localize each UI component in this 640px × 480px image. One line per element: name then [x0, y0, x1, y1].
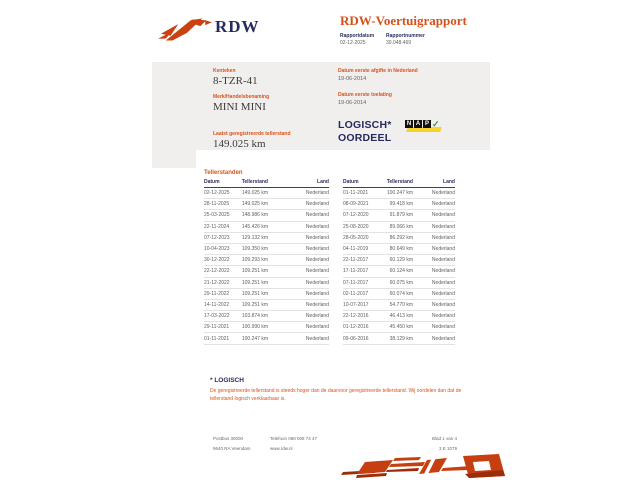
row-date: 22-11-2024 — [204, 223, 230, 230]
table-row — [204, 244, 329, 255]
row-date: 07-11-2017 — [343, 279, 369, 286]
table-row — [204, 322, 329, 333]
row-odometer: 38.129 km — [389, 335, 413, 342]
col-header-datum: Datum — [204, 179, 220, 185]
row-country: Nederland — [305, 279, 329, 286]
row-odometer: 89.066 km — [389, 223, 413, 230]
row-odometer: 100.247 km — [386, 190, 413, 197]
footer-address-line2: 9640 RA Veendam — [213, 446, 251, 451]
table-row — [343, 255, 455, 266]
row-odometer: 86.292 km — [389, 234, 413, 241]
rdw-logo-text: RDW — [215, 17, 260, 36]
odometer-table-left — [204, 179, 329, 345]
row-country: Nederland — [431, 279, 455, 286]
row-odometer: 109.251 km — [241, 301, 268, 308]
row-odometer: 109.251 km — [241, 290, 268, 297]
row-odometer: 91.879 km — [389, 212, 413, 219]
row-date: 25-08-2020 — [343, 223, 369, 230]
row-country: Nederland — [431, 246, 455, 253]
table-row — [343, 289, 455, 300]
rdw-stripes-graphic — [335, 454, 507, 480]
footnote-text: De geregistreerde tellerstand is steeds hoger dan de daarvoor geregistreerde tellerstand. Wij oordelen dan dat de tellerstand logisch verklaarbaar is. — [210, 388, 462, 402]
col-header-land: Land — [317, 179, 329, 185]
rdw-eagle-logo-icon — [158, 13, 212, 43]
row-odometer: 109.251 km — [241, 279, 268, 286]
nap-verdict — [338, 119, 392, 145]
table-row — [343, 322, 455, 333]
report-number-label: Rapportnummer — [386, 33, 425, 39]
row-odometer: 149.025 km — [241, 201, 268, 208]
table-row — [343, 244, 455, 255]
footer-address — [213, 434, 251, 454]
footer-address-line1: Postbus 30000 — [213, 436, 244, 441]
row-country: Nederland — [431, 335, 455, 342]
col-header-tellerstand: Tellerstand — [386, 179, 413, 185]
table-row — [204, 233, 329, 244]
table-row — [343, 300, 455, 311]
footer-form-code: 3 E 1079 — [438, 446, 457, 451]
table-row — [204, 210, 329, 221]
row-date: 08-09-2021 — [343, 201, 369, 208]
row-country: Nederland — [305, 301, 329, 308]
row-date: 28-11-2025 — [204, 201, 230, 208]
row-country: Nederland — [305, 313, 329, 320]
vehicle-info-panel-tab — [152, 150, 196, 168]
row-odometer: 100.990 km — [241, 324, 268, 331]
first-issue-label: Datum eerste afgifte in Nederland — [338, 68, 418, 74]
table-row — [343, 210, 455, 221]
row-odometer: 100.247 km — [241, 335, 268, 342]
report-title: RDW-Voertuigrapport — [340, 13, 467, 28]
row-odometer: 109.251 km — [241, 268, 268, 275]
row-country: Nederland — [305, 201, 329, 208]
vehicle-info-panel — [152, 62, 490, 150]
row-odometer: 60.124 km — [389, 268, 413, 275]
row-date: 10-07-2017 — [343, 301, 369, 308]
row-date: 17-03-2022 — [204, 313, 230, 320]
row-date: 02-11-2017 — [343, 290, 369, 297]
nap-logo — [405, 120, 445, 134]
row-date: 22-11-2017 — [343, 257, 369, 264]
nap-letter-n: N — [406, 121, 412, 127]
row-odometer: 129.132 km — [241, 234, 268, 241]
table-row — [204, 255, 329, 266]
table-row — [204, 222, 329, 233]
row-date: 25-03-2025 — [204, 212, 230, 219]
row-country: Nederland — [305, 246, 329, 253]
row-country: Nederland — [431, 324, 455, 331]
row-date: 21-12-2022 — [204, 279, 230, 286]
row-country: Nederland — [305, 257, 329, 264]
nap-letter-a: A — [415, 121, 421, 127]
row-date: 09-06-2016 — [343, 335, 369, 342]
row-odometer: 109.350 km — [241, 246, 268, 253]
row-country: Nederland — [431, 268, 455, 275]
row-country: Nederland — [305, 234, 329, 241]
col-header-tellerstand: Tellerstand — [241, 179, 268, 185]
footer-contact — [270, 434, 317, 454]
table-row — [343, 199, 455, 210]
row-date: 02-12-2025 — [204, 190, 230, 197]
row-odometer: 145.426 km — [241, 223, 268, 230]
merk-value: MINI MINI — [213, 101, 266, 113]
odometer-table-right — [343, 179, 455, 345]
row-country: Nederland — [305, 324, 329, 331]
row-country: Nederland — [305, 223, 329, 230]
row-date: 07-12-2023 — [204, 234, 230, 241]
row-date: 22-12-2016 — [343, 313, 369, 320]
row-date: 17-11-2017 — [343, 268, 369, 275]
col-header-datum: Datum — [343, 179, 359, 185]
row-country: Nederland — [431, 190, 455, 197]
row-odometer: 46.413 km — [389, 313, 413, 320]
footer-page-number: Blad 1 van 4 — [431, 436, 457, 441]
row-date: 07-12-2020 — [343, 212, 369, 219]
footer-pageinfo — [397, 434, 457, 454]
nap-letter-p: P — [424, 121, 429, 127]
odometer-value: 149.025 km — [213, 138, 266, 150]
col-header-land: Land — [443, 179, 455, 185]
footer-website: www.rdw.nl — [270, 446, 293, 451]
table-row — [343, 311, 455, 322]
row-date: 10-04-2023 — [204, 246, 230, 253]
kenteken-value: 8-TZR-41 — [213, 75, 258, 87]
table-header — [204, 179, 329, 188]
row-odometer: 149.025 km — [241, 190, 268, 197]
report-number-value: 30.048.469 — [386, 40, 412, 46]
row-country: Nederland — [431, 223, 455, 230]
row-odometer: 60.075 km — [389, 279, 413, 286]
table-row — [204, 266, 329, 277]
table-row — [343, 188, 455, 199]
row-odometer: 45.450 km — [389, 324, 413, 331]
table-row — [343, 266, 455, 277]
row-date: 29-11-2022 — [204, 290, 230, 297]
row-country: Nederland — [305, 290, 329, 297]
row-country: Nederland — [431, 290, 455, 297]
footer-phone: Telefoon 088 008 74 47 — [270, 436, 318, 441]
row-odometer: 103.874 km — [241, 313, 268, 320]
table-row — [343, 222, 455, 233]
kenteken-label: Kenteken — [213, 68, 236, 74]
nap-verdict-line1: LOGISCH* — [338, 119, 392, 131]
table-row — [204, 199, 329, 210]
row-odometer: 80.649 km — [389, 246, 413, 253]
row-odometer: 109.293 km — [241, 257, 268, 264]
nap-check-icon: ✓ — [432, 119, 440, 129]
row-country: Nederland — [305, 190, 329, 197]
odometer-label: Laatst geregistreerde tellerstand — [213, 131, 291, 137]
section-title-tellerstanden: Tellerstanden — [204, 170, 243, 176]
table-row — [204, 300, 329, 311]
row-odometer: 54.770 km — [389, 301, 413, 308]
row-date: 22-12-2022 — [204, 268, 230, 275]
row-date: 30-12-2022 — [204, 257, 230, 264]
nap-verdict-line2: OORDEEL — [338, 132, 392, 144]
row-date: 14-11-2022 — [204, 301, 230, 308]
table-row — [343, 278, 455, 289]
table-header — [343, 179, 455, 188]
table-row — [204, 289, 329, 300]
row-country: Nederland — [305, 268, 329, 275]
row-date: 01-12-2016 — [343, 324, 369, 331]
first-issue-value: 19-06-2014 — [338, 76, 367, 82]
row-country: Nederland — [431, 201, 455, 208]
row-country: Nederland — [431, 301, 455, 308]
table-row — [204, 278, 329, 289]
row-date: 01-11-2021 — [204, 335, 230, 342]
table-row — [204, 311, 329, 322]
row-date: 04-11-2019 — [343, 246, 369, 253]
row-odometer: 148.986 km — [241, 212, 268, 219]
row-country: Nederland — [431, 257, 455, 264]
first-admission-label: Datum eerste toelating — [338, 92, 392, 98]
report-date-value: 02-12-2025 — [340, 40, 366, 46]
row-country: Nederland — [305, 212, 329, 219]
row-country: Nederland — [431, 212, 455, 219]
table-row — [343, 233, 455, 244]
row-country: Nederland — [431, 234, 455, 241]
row-date: 29-11-2021 — [204, 324, 230, 331]
row-country: Nederland — [431, 313, 455, 320]
table-row — [204, 188, 329, 199]
row-country: Nederland — [305, 335, 329, 342]
row-date: 28-05-2020 — [343, 234, 369, 241]
table-row — [204, 333, 329, 344]
row-odometer: 60.129 km — [389, 257, 413, 264]
row-odometer: 99.418 km — [389, 201, 413, 208]
merk-label: Merk/Handelsbenaming — [213, 94, 270, 100]
report-date-label: Rapportdatum — [340, 33, 375, 39]
footnote-title: * LOGISCH — [210, 377, 244, 384]
first-admission-value: 19-06-2014 — [338, 100, 367, 106]
row-odometer: 60.074 km — [389, 290, 413, 297]
row-date: 01-11-2021 — [343, 190, 369, 197]
table-row — [343, 333, 455, 344]
